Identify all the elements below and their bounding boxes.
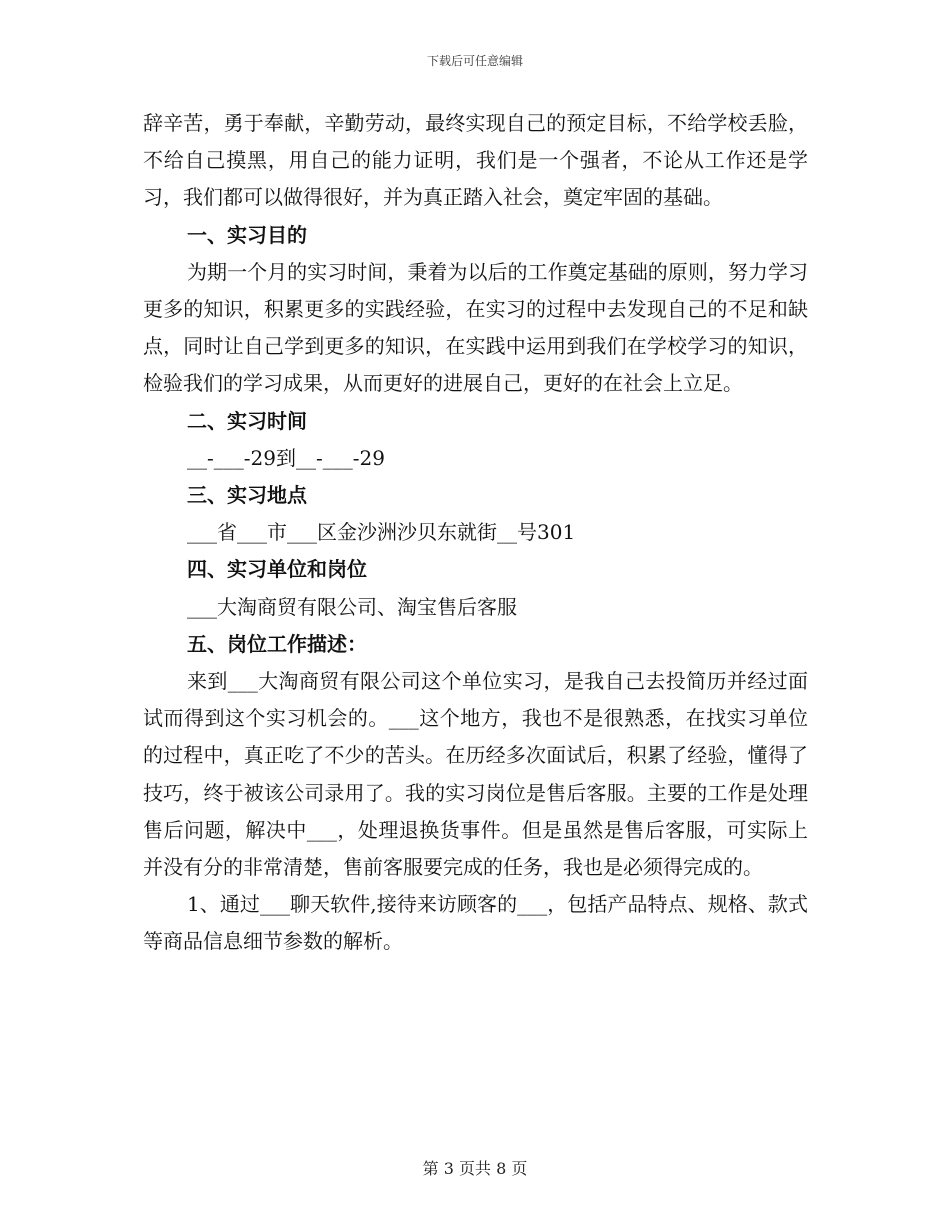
page-number: 第 3 页共 8 页 [422, 1159, 528, 1178]
page-header: 下载后可任意编辑 [426, 54, 523, 68]
section-heading-time: 二、实习时间 [187, 408, 307, 433]
paragraph-unit: ___大淘商贸有限公司、淘宝售后客服 [187, 594, 517, 619]
paragraph-description: 来到___大淘商贸有限公司这个单位实习，是我自己去投简历并经过面试而得到这个实习机会的。___这个地方，我也不是很熟悉，在找实习单位的过程中，真正吃了不少的苦头。在历经多次面试后，积累了经验，懂得了技巧，终于被该公司录用了。我的实习岗位是售后客服。主要的工作是处理售后问题，解决中___，处理退换货事件。但是虽然是售后客服，可实际上并没有分的非常清楚，售前客服要完成的任务，我也是必须得完成的。 [143, 669, 808, 880]
section-heading-unit: 四、实习单位和岗位 [187, 557, 367, 582]
paragraph-item-1: 1、通过___聊天软件,接待来访顾客的___，包括产品特点、规格、款式等商品信息细节参数的解析。 [143, 892, 808, 954]
document-body [143, 105, 808, 961]
paragraph-time: __-___-29到__-___-29 [187, 445, 385, 470]
paragraph-continuation: 辞辛苦，勇于奉献，辛勤劳动，最终实现自己的预定目标，不给学校丢脸，不给自己摸黑，用自己的能力证明，我们是一个强者，不论从工作还是学习，我们都可以做得很好，并为真正踏入社会，奠定牢固的基础。 [143, 111, 808, 210]
section-heading-location: 三、实习地点 [187, 483, 307, 508]
section-heading-description: 五、岗位工作描述： [187, 631, 367, 656]
section-heading-purpose: 一、实习目的 [187, 222, 307, 247]
paragraph-purpose: 为期一个月的实习时间，秉着为以后的工作奠定基础的原则，努力学习更多的知识，积累更多的实践经验，在实习的过程中去发现自己的不足和缺点，同时让自己学到更多的知识，在实践中运用到我们在学校学习的知识，检验我们的学习成果，从而更好的进展自己，更好的在社会上立足。 [143, 259, 808, 396]
paragraph-location: ___省___市___区金沙洲沙贝东就街__号301 [187, 520, 576, 545]
